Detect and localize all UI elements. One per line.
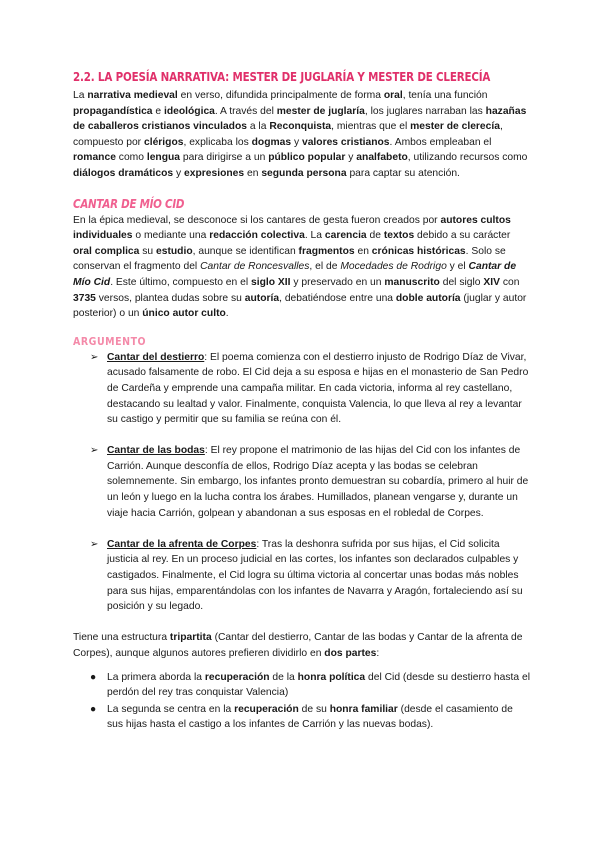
bold-run: público popular <box>268 152 346 164</box>
bold-run: romance <box>73 152 116 164</box>
text-run: y <box>173 167 185 179</box>
text-run: (juglar y autor posterior) o un <box>73 292 527 320</box>
text-run: . A través del <box>214 105 277 117</box>
bold-run: narrativa medieval <box>87 90 178 101</box>
structure-item-text <box>107 704 513 731</box>
structure-item-text <box>107 672 530 699</box>
text-run: del siglo <box>439 276 484 288</box>
bold-run: analfabeto <box>356 152 408 164</box>
structure-paragraph <box>73 630 530 661</box>
bold-run: recuperación <box>204 671 270 683</box>
text-run: textos <box>383 230 415 242</box>
argument-text: : Tras la deshonra sufrida por sus hijas, el Cid solicita justicia al rey. En un proceso judicial en las cortes, los infantes son declarados culpables y castigados. Finalmente, el Cid logra su última victoria al concertar unas bodas más nobles para sus hijas, emparentándolas con los infantes de Navarra y Aragón, fortaleciendo así su posición y su legado. <box>107 538 523 613</box>
cid-heading: CANTAR DE MÍO CID <box>73 196 185 211</box>
bold-run: tripartita <box>169 632 212 644</box>
text-run: doble autoría <box>395 292 461 304</box>
argument-heading: ARGUMENTO <box>73 335 147 348</box>
text-run: . Ambos empleaban el <box>389 136 492 148</box>
text-run: autores cultos individuales <box>73 214 511 242</box>
text-run: en verso, difundida principalmente de forma <box>177 90 384 101</box>
bold-run: Reconquista <box>269 121 332 133</box>
text-run: crónicas históricas <box>371 245 466 257</box>
text-run: XIV <box>483 276 500 288</box>
argument-list <box>73 350 530 615</box>
text-run: para dirigirse a un <box>180 152 269 164</box>
bold-run: oral <box>383 90 403 101</box>
text-run: La primera aborda la <box>107 671 205 683</box>
text-run: en <box>354 245 372 257</box>
bold-run: dos partes <box>324 648 377 659</box>
argument-title: Cantar de la afrenta de Corpes <box>107 538 257 550</box>
bold-run: mester de juglaría <box>276 105 365 117</box>
bold-run: recuperación <box>234 703 299 715</box>
text-run: estudio <box>156 245 193 257</box>
text-run: para captar su atención. <box>346 167 460 179</box>
text-run: o mediante una <box>132 230 210 242</box>
text-run: Tiene una estructura <box>73 632 170 644</box>
text-run: de la <box>269 671 298 683</box>
list-item <box>90 350 530 428</box>
bold-run: segunda persona <box>261 167 347 179</box>
argument-title: Cantar de las bodas <box>107 445 205 457</box>
bold-run: clérigos <box>143 136 184 148</box>
text-run: , tenía una función <box>402 90 488 101</box>
arrow-bullet-icon: ➢ <box>90 351 99 363</box>
cid-paragraph <box>73 213 530 322</box>
text-run: Mocedades de Rodrigo <box>340 261 447 273</box>
text-run: con <box>499 276 520 288</box>
bold-run: diálogos dramáticos <box>73 167 174 179</box>
text-run: , debatiéndose entre una <box>279 292 396 304</box>
text-run: y el <box>446 261 469 273</box>
text-run: , mientras que el <box>331 121 411 133</box>
text-run: en <box>244 167 262 179</box>
text-run: oral complica <box>73 245 140 257</box>
intro-paragraph <box>73 88 530 182</box>
text-run: autoría <box>244 292 280 304</box>
text-run: manuscrito <box>384 276 440 288</box>
text-run: Cantar de Mío Cid <box>73 261 517 288</box>
bold-run: honra política <box>297 671 366 683</box>
list-item <box>90 443 530 521</box>
text-run: (Cantar del destierro, Cantar de las bodas y Cantar de la afrenta de Corpes), aunque algunos autores prefieren dividirlo en <box>73 632 523 659</box>
text-run: . La <box>304 230 325 242</box>
text-run: e <box>152 105 164 117</box>
text-run: redacción colectiva <box>209 230 305 242</box>
arrow-bullet-icon: ➢ <box>90 538 99 550</box>
bold-run: honra familiar <box>329 703 398 715</box>
bold-run: expresiones <box>184 167 245 179</box>
text-run: 3735 <box>73 292 96 304</box>
arrow-bullet-icon: ➢ <box>90 445 99 457</box>
argument-text: : El poema comienza con el destierro injusto de Rodrigo Díaz de Vivar, acusado falsamente de robo. El Cid deja a su esposa e hijas en el monasterio de San Pedro de Cardeña y emprende una campaña militar. En cada victoria, informa al rey castellano, destacando su lealtad y valor. Finalmente, conquista Valencia, lo que lleva al rey a levantar su castigo y permitir que su familia se reúna con él. <box>107 351 529 426</box>
list-item <box>90 537 530 615</box>
bullet-icon: ● <box>90 703 97 715</box>
text-run: , explicaba los <box>183 136 252 148</box>
text-run: y <box>345 152 357 164</box>
argument-text: : El rey propone el matrimonio de las hijas del Cid con los infantes de Carrión. Aunque desconfía de ellos, Rodrigo Díaz acepta y las bodas se celebran solemnemente. Sin embargo, los infantes pronto demuestran su cobardía, primero al huir de un león y luego en la lucha contra los árabes. Humillados, planean vengarse y, durante un viaje hacia Carrión, golpean y abandonan a sus esposas en el robledal de Corpes. <box>107 445 529 519</box>
text-run: su <box>139 245 156 257</box>
text-run: : <box>376 648 380 659</box>
bold-run: valores cristianos <box>301 136 390 148</box>
argument-title: Cantar del destierro <box>107 351 205 363</box>
text-run: , compuesto por <box>73 121 503 148</box>
text-run: , el de <box>309 261 341 273</box>
bold-run: ideológica <box>163 105 215 117</box>
text-run: (desde el casamiento de sus hijas hasta el castigo a los infantes de Carrión y las nuevas bodas). <box>107 703 513 731</box>
text-run: La segunda se centra en la <box>107 703 235 715</box>
text-run: En la épica medieval, se desconoce si los cantares de gesta fueron creados por <box>73 214 441 226</box>
text-run: como <box>115 152 147 164</box>
text-run: de su <box>298 703 330 715</box>
text-run: a la <box>246 121 270 133</box>
bullet-icon: ● <box>90 671 97 683</box>
text-run: de <box>366 230 384 242</box>
text-run: y <box>291 136 302 148</box>
text-run: único autor culto <box>142 308 226 320</box>
text-run: Cantar de Roncesvalles <box>200 261 310 273</box>
bold-run: dogmas <box>251 136 292 148</box>
list-item <box>90 702 530 733</box>
list-item <box>90 670 530 701</box>
text-run: La <box>73 90 88 101</box>
bold-run: mester de clerecía <box>410 121 500 133</box>
bold-run: lengua <box>146 152 181 164</box>
text-run: y preservado en un <box>290 276 385 288</box>
text-run: . <box>225 308 229 320</box>
structure-list <box>73 670 530 733</box>
bold-run: propagandística <box>73 105 153 117</box>
bold-run: hazañas de caballeros cristianos vinculados <box>73 105 527 133</box>
text-run: , aunque se identifican <box>192 245 299 257</box>
text-run: . Solo se conservan el fragmento del <box>73 245 506 273</box>
text-run: debido a su carácter <box>414 230 511 242</box>
text-run: , utilizando recursos como <box>407 152 528 164</box>
section-heading: 2.2. LA POESÍA NARRATIVA: MESTER DE JUGLARÍA Y MESTER DE CLERECÍA <box>73 70 491 84</box>
text-run: versos, plantea dudas sobre su <box>95 292 245 304</box>
text-run: , los juglares narraban las <box>364 105 486 117</box>
text-run: . Este último, compuesto en el <box>110 276 251 288</box>
text-run: del Cid (desde su destierro hasta el perdón del rey tras conquistar Valencia) <box>107 671 530 699</box>
text-run: carencia <box>324 230 367 242</box>
text-run: fragmentos <box>298 245 355 257</box>
text-run: siglo XII <box>250 276 291 288</box>
